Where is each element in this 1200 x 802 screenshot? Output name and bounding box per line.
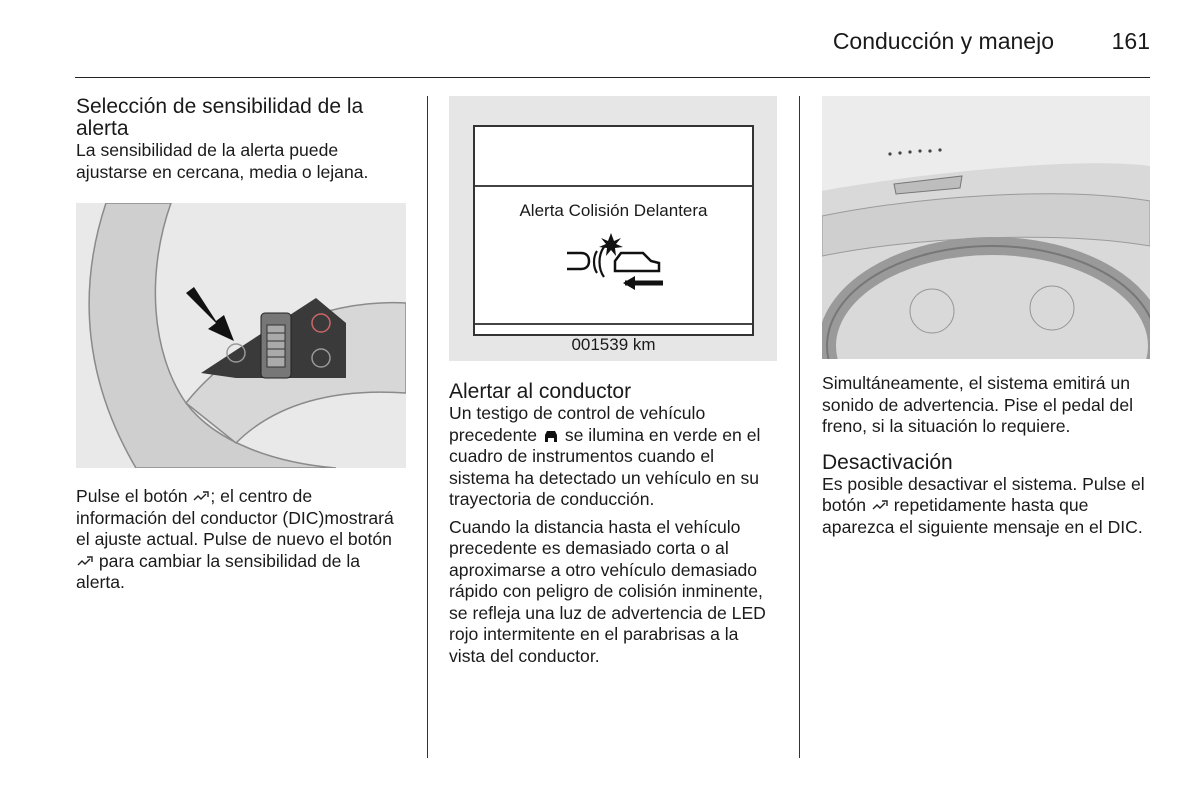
sensitivity-heading: Selección de sensibilidad de la alerta — [76, 95, 364, 140]
vehicle-ahead-indicator-icon — [542, 429, 560, 443]
column-2 — [449, 96, 779, 667]
deactivation-para: Es posible desactivar el sistema. Pulse el botón repetidamente hasta que aparezca el siguiente mensaje en el DIC. — [822, 473, 1145, 537]
column-divider — [799, 96, 800, 758]
column-1 — [76, 96, 406, 594]
divider — [475, 185, 752, 187]
collision-alert-button-icon — [871, 499, 889, 513]
steering-wheel-figure — [76, 203, 406, 468]
sensitivity-instructions: Pulse el botón ; el centro de información del conductor (DIC)mostrará el ajuste actual. Pulse de nuevo el botón para cambiar la sensibilidad de la alerta. — [76, 486, 394, 592]
column-3 — [822, 96, 1152, 538]
collision-alert-button-icon — [76, 555, 94, 569]
dic-screen — [473, 125, 754, 354]
warning-sound-para: Simultáneamente, el sistema emitirá un sonido de advertencia. Pise el pedal del freno, si la situación lo requiere. — [822, 373, 1134, 436]
section-title: Conducción y manejo — [832, 28, 1054, 54]
page-number: 161 — [1111, 28, 1150, 54]
forward-collision-icon — [563, 231, 673, 293]
page-header — [75, 22, 1150, 78]
column-divider — [427, 96, 428, 758]
dic-display-figure — [449, 96, 777, 361]
sensitivity-intro: La sensibilidad de la alerta puede ajustarse en cercana, media o lejana. — [76, 140, 369, 182]
alert-driver-heading: Alertar al conductor — [449, 380, 632, 403]
alert-driver-para-2: Cuando la distancia hasta el vehículo precedente es demasiado corta o al aproximarse a otro vehículo demasiado rápido con peligro de colisión inminente, se refleja una luz de advertencia de LED rojo intermitente en el parabrisas a la vista del conductor. — [449, 516, 766, 666]
steering-wheel-controls-icon — [76, 203, 406, 468]
deactivation-heading: Desactivación — [822, 450, 953, 474]
windshield-led-dashboard-icon — [822, 96, 1150, 359]
windshield-figure — [822, 96, 1150, 359]
alert-driver-para-1: Un testigo de control de vehículo precedente se ilumina en verde en el cuadro de instrumentos cuando el sistema ha detectado un vehículo en su trayectoria de conducción. — [449, 403, 761, 509]
collision-alert-button-icon — [192, 490, 210, 504]
dic-message: Alerta Colisión Delantera — [519, 201, 708, 220]
divider — [475, 323, 752, 325]
odometer-readout: 001539 km — [571, 335, 656, 354]
